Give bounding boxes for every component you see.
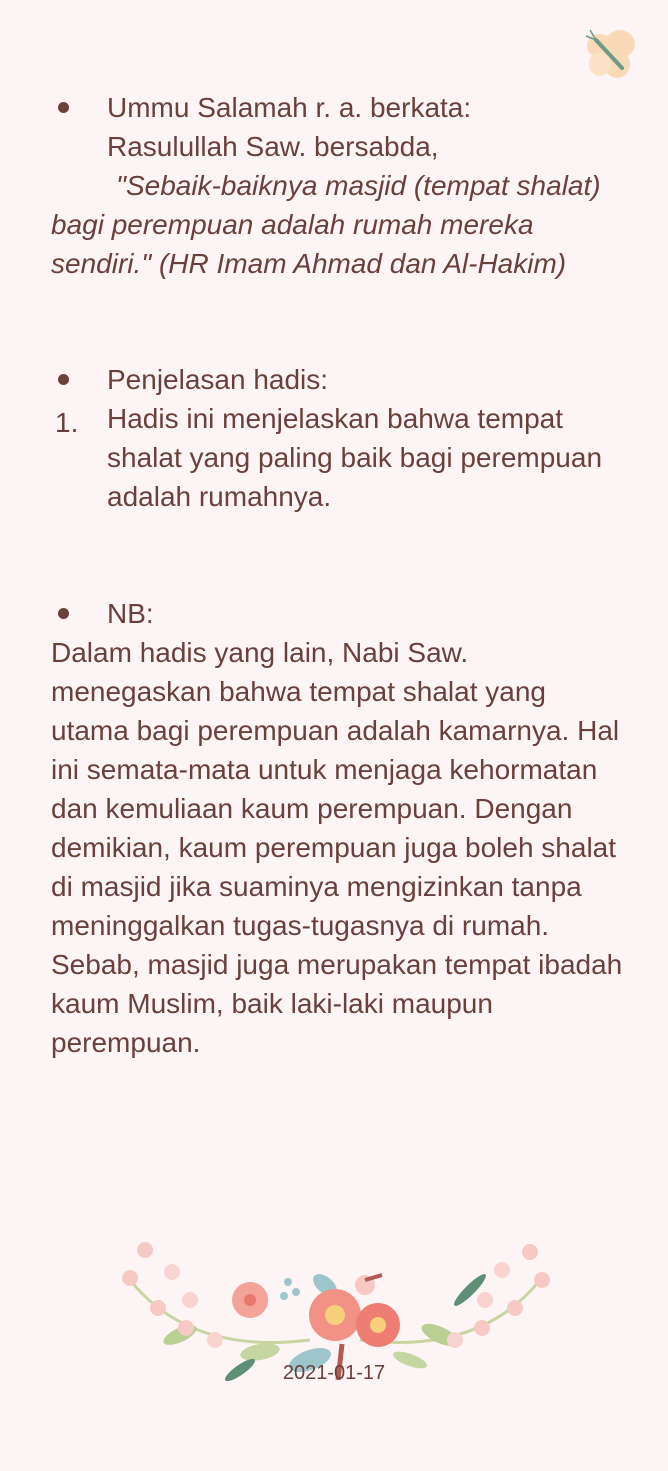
explanation-list-item [51,399,626,516]
explanation-text: Hadis ini menjelaskan bahwa tempat shalat yang paling baik bagi perempuan adalah rumahnya. [107,403,603,512]
bullet-icon [58,102,69,113]
list-number: 1. [55,407,79,438]
butterfly-icon [582,24,638,84]
hadith-intro: Rasulullah Saw. bersabda, [107,131,439,162]
note-heading-item [51,594,626,633]
hadith-item [51,88,626,166]
post-content [51,88,626,1062]
post-date: 2021-01-17 [282,1362,386,1384]
note-heading: NB: [107,598,154,629]
bullet-icon [58,608,69,619]
explanation-heading-item [51,360,626,399]
note-body: Dalam hadis yang lain, Nabi Saw. menegaskan bahwa tempat shalat yang utama bagi perempuan adalah kamarnya. Hal ini semata-mata untuk menjaga kehormatan dan kemuliaan kaum perempuan. Dengan demikian, kaum perempuan juga boleh shalat di masjid jika suaminya mengizinkan tanpa meninggalkan tugas-tugasnya di rumah. Sebab, masjid juga merupakan tempat ibadah kaum Muslim, baik laki-laki maupun perempuan. [51,637,623,1058]
hadith-quote: "Sebaik-baiknya masjid (tempat shalat) bagi perempuan adalah rumah mereka sendiri." (HR Imam Ahmad dan Al-Hakim) [51,170,601,279]
hadith-narrator: Ummu Salamah r. a. berkata: [107,92,472,123]
explanation-heading: Penjelasan hadis: [107,364,329,395]
bullet-icon [58,374,69,385]
